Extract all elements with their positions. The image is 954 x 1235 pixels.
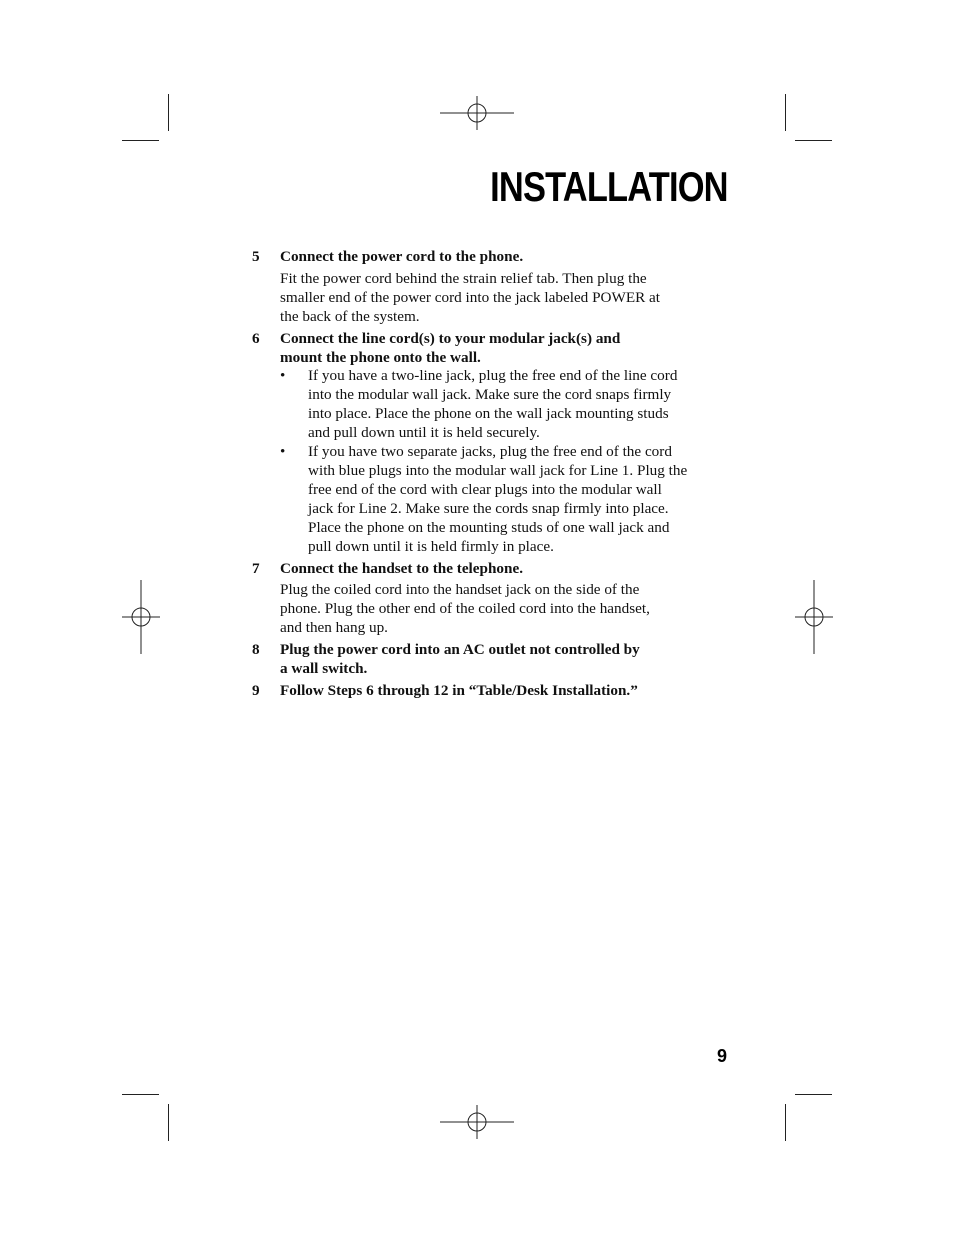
registration-mark-bottom [440, 1085, 514, 1159]
text-line: Plug the coiled cord into the handset jack on the side of the [280, 581, 640, 599]
heading-line: Connect the line cord(s) to your modular jack(s) and [280, 329, 621, 347]
step-heading [280, 641, 732, 679]
text-line: phone. Plug the other end of the coiled cord into the handset, [280, 600, 650, 618]
step-number: 7 [252, 559, 260, 577]
page-number: 9 [716, 1046, 727, 1066]
step-number: 6 [252, 329, 260, 347]
step-5 [252, 248, 732, 327]
crop-mark-top-right-vertical [785, 94, 786, 131]
text-line: into the modular wall jack. Make sure the cord snaps firmly [308, 386, 672, 404]
crop-mark-top-left-horizontal [122, 140, 159, 141]
text-line: Fit the power cord behind the strain relief tab. Then plug the [280, 269, 647, 287]
step-7 [252, 560, 732, 639]
bullet-glyph: • [280, 443, 286, 461]
bullet-item [280, 367, 732, 443]
crop-mark-top-left-vertical [168, 94, 169, 131]
step-6 [252, 330, 732, 557]
heading-line: mount the phone onto the wall. [280, 348, 481, 366]
crop-mark-bottom-left-vertical [168, 1104, 169, 1141]
heading-line: Plug the power cord into an AC outlet not controlled by [280, 641, 640, 659]
step-body [280, 270, 732, 327]
text-line: and then hang up. [280, 619, 388, 637]
bullet-list [280, 367, 732, 556]
step-heading: Follow Steps 6 through 12 in “Table/Desk Installation.” [280, 681, 638, 699]
step-number: 5 [252, 248, 260, 265]
text-line: If you have two separate jacks, plug the free end of the cord [308, 443, 672, 461]
step-heading: Connect the power cord to the phone. [280, 248, 524, 265]
text-line: the back of the system. [280, 307, 420, 325]
heading-line: a wall switch. [280, 660, 368, 678]
step-heading [280, 330, 732, 368]
bullet-glyph: • [280, 367, 286, 385]
step-body [280, 581, 732, 638]
text-line: and pull down until it is held securely. [308, 424, 540, 442]
step-number: 8 [252, 641, 260, 659]
crop-mark-top-right-horizontal [795, 140, 832, 141]
text-line: Place the phone on the mounting studs of one wall jack and [308, 518, 670, 536]
step-9 [252, 682, 732, 701]
text-line: free end of the cord with clear plugs into the modular wall [308, 480, 662, 498]
crop-mark-bottom-right-vertical [785, 1104, 786, 1141]
crop-mark-bottom-left-horizontal [122, 1094, 159, 1095]
text-line: with blue plugs into the modular wall jack for Line 1. Plug the [308, 461, 688, 479]
registration-mark-right [777, 580, 851, 654]
text-line: into place. Place the phone on the wall jack mounting studs [308, 405, 669, 423]
text-line: If you have a two-line jack, plug the free end of the line cord [308, 367, 678, 385]
text-line: smaller end of the power cord into the jack labeled POWER at [280, 288, 660, 306]
step-number: 9 [252, 681, 260, 699]
step-8 [252, 641, 732, 679]
text-line: jack for Line 2. Make sure the cords snap firmly into place. [308, 499, 669, 517]
crop-mark-bottom-right-horizontal [795, 1094, 832, 1095]
step-heading: Connect the handset to the telephone. [280, 559, 523, 577]
bullet-item [280, 443, 732, 556]
instruction-list [252, 248, 732, 701]
page-title: INSTALLATION [490, 163, 728, 210]
text-line: pull down until it is held firmly in place. [308, 537, 554, 555]
registration-mark-top [440, 76, 514, 150]
registration-mark-left [104, 580, 178, 654]
